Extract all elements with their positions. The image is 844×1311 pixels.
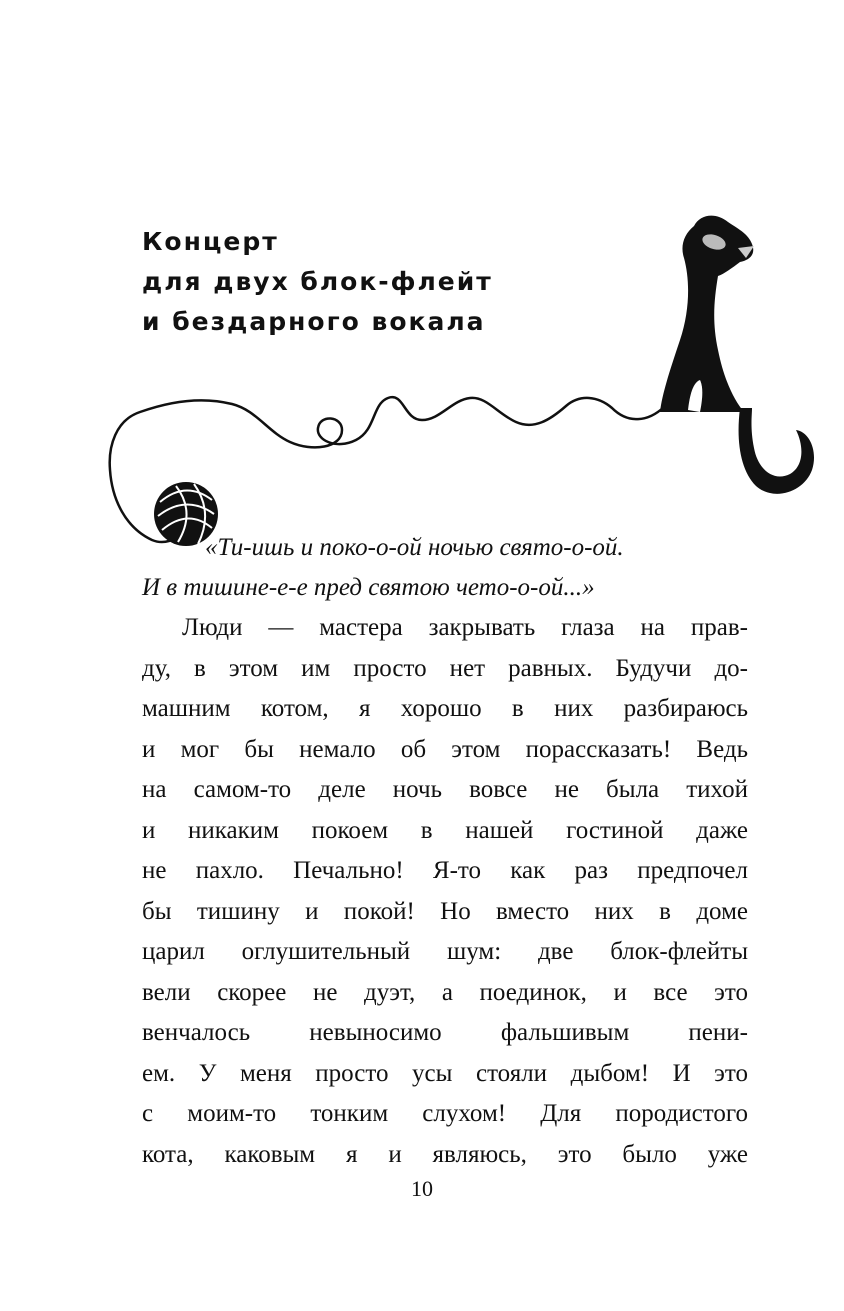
- black-cat-icon: [660, 216, 814, 494]
- text-line: ем. У меня просто усы стояли дыбом! И это: [142, 1059, 748, 1087]
- body-text: [142, 608, 748, 1175]
- text-line: Люди — мастера закрывать глаза на прав-: [182, 614, 748, 641]
- epigraph-line: И в тишине-е-е пред святою чето-о-ой...»: [142, 574, 595, 601]
- chapter-title-line: для двух блок-флейт: [142, 267, 493, 296]
- chapter-title-line: и бездарного вокала: [142, 307, 486, 336]
- text-line: не пахло. Печально! Я-то как раз предпочел: [142, 857, 748, 884]
- text-line: царил оглушительный шум: две блок-флейты: [142, 938, 748, 965]
- chapter-title-line: Концерт: [142, 227, 279, 256]
- text-line: кота, каковым я и являюсь, это было уже: [142, 1140, 748, 1168]
- epigraph-line: «Ти-ишь и поко-о-ой ночью свято-о-ой.: [205, 534, 624, 561]
- epigraph: [142, 528, 748, 608]
- page-number: 10: [411, 1176, 433, 1201]
- text-line: и никаким покоем в нашей гостиной даже: [142, 816, 748, 844]
- text-line: с моим-то тонким слухом! Для породистого: [142, 1100, 748, 1127]
- text-line: и мог бы немало об этом порассказать! Ведь: [142, 735, 748, 763]
- text-line: вели скорее не дуэт, а поединок, и все это: [142, 978, 748, 1006]
- text-line: машним котом, я хорошо в них разбираюсь: [142, 695, 748, 722]
- text-line: венчалось невыносимо фальшивым пени-: [142, 1019, 748, 1046]
- text-line: на самом-то деле ночь вовсе не была тихой: [142, 776, 748, 803]
- text-line: ду, в этом им просто нет равных. Будучи до-: [142, 654, 748, 682]
- text-line: бы тишину и покой! Но вместо них в доме: [142, 897, 748, 925]
- cat-tail: [739, 408, 814, 494]
